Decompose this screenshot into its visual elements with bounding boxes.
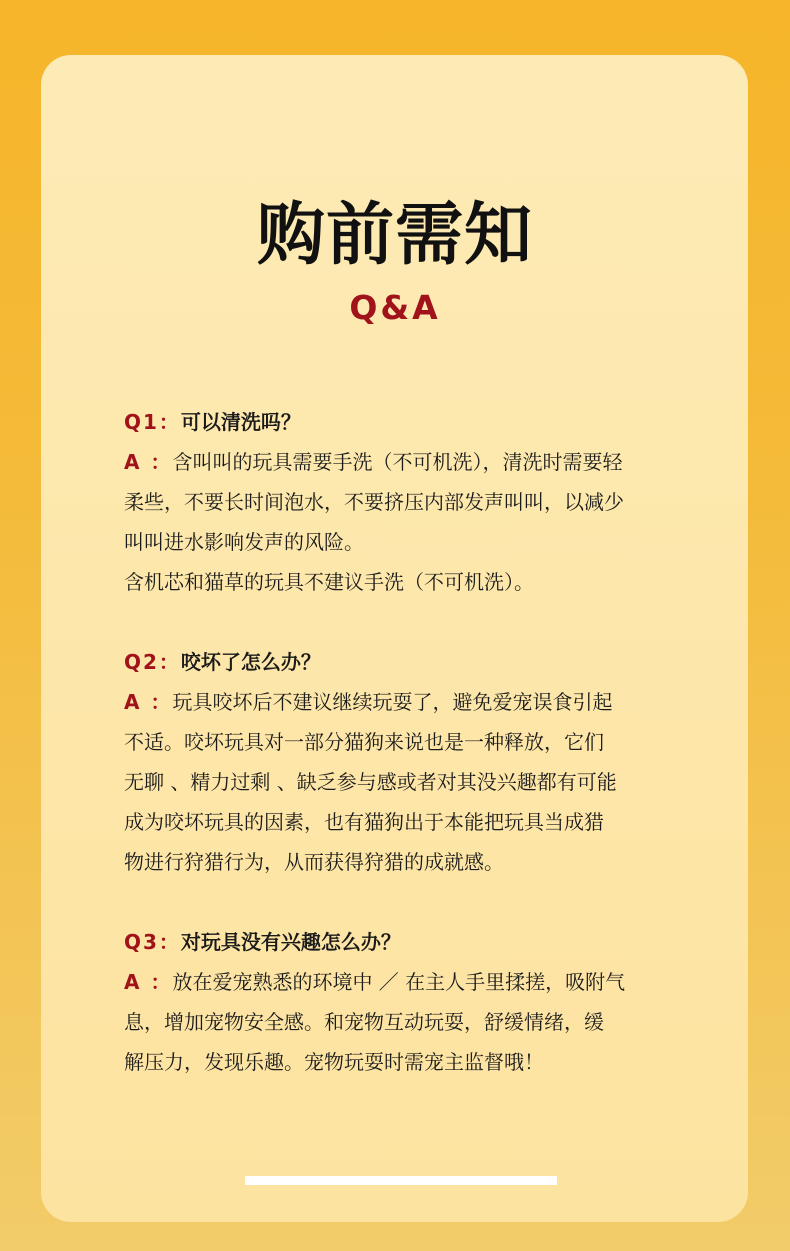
question-text: 对玩具没有兴趣怎么办？ bbox=[180, 930, 401, 954]
question-text: 咬坏了怎么办？ bbox=[180, 650, 321, 674]
question-1 bbox=[124, 402, 664, 442]
answer-1-line-2: 柔些，不要长时间泡水，不要挤压内部发声叫叫，以减少 bbox=[124, 490, 624, 514]
answer-2-line-3: 无聊 、精力过剩 、缺乏参与感或者对其没兴趣都有可能 bbox=[124, 770, 617, 794]
question-2 bbox=[124, 642, 664, 682]
answer-2-line-4: 成为咬坏玩具的因素，也有猫狗出于本能把玩具当成猎 bbox=[124, 810, 604, 834]
qa-item-3 bbox=[124, 922, 664, 1082]
answer-1-line-4: 含机芯和猫草的玩具不建议手洗（不可机洗）。 bbox=[124, 570, 534, 594]
answer-1-line-3: 叫叫进水影响发声的风险。 bbox=[124, 530, 364, 554]
answer-3-line-3: 解压力，发现乐趣。宠物玩耍时需宠主监督哦！ bbox=[124, 1050, 544, 1074]
answer-tag: A ： bbox=[124, 450, 173, 474]
answer-2-line-1: A ：玩具咬坏后不建议继续玩耍了，避免爱宠误食引起 bbox=[124, 690, 613, 714]
answer-2-line-2: 不适。咬坏玩具对一部分猫狗来说也是一种释放，它们 bbox=[124, 730, 604, 754]
question-3 bbox=[124, 922, 664, 962]
answer-3-line-2: 息，增加宠物安全感。和宠物互动玩耍，舒缓情绪，缓 bbox=[124, 1010, 604, 1034]
answer-3-line-1: A ：放在爱宠熟悉的环境中 ／ 在主人手里揉搓，吸附气 bbox=[124, 970, 626, 994]
qa-item-1 bbox=[124, 402, 664, 602]
bottom-bar-divider bbox=[245, 1176, 557, 1185]
question-tag: Q3： bbox=[124, 930, 181, 954]
answer-2-line-5: 物进行狩猎行为，从而获得狩猎的成就感。 bbox=[124, 850, 504, 874]
answer-tag: A ： bbox=[124, 970, 173, 994]
question-tag: Q2： bbox=[124, 650, 181, 674]
answer-1-line-1: A ：含叫叫的玩具需要手洗（不可机洗），清洗时需要轻 bbox=[124, 450, 623, 474]
page-subtitle: Q&A bbox=[349, 288, 441, 327]
qa-item-2 bbox=[124, 642, 664, 882]
question-tag: Q1： bbox=[124, 410, 181, 434]
question-text: 可以清洗吗？ bbox=[180, 410, 301, 434]
page-title: 购前需知 bbox=[256, 196, 533, 275]
answer-tag: A ： bbox=[124, 690, 173, 714]
